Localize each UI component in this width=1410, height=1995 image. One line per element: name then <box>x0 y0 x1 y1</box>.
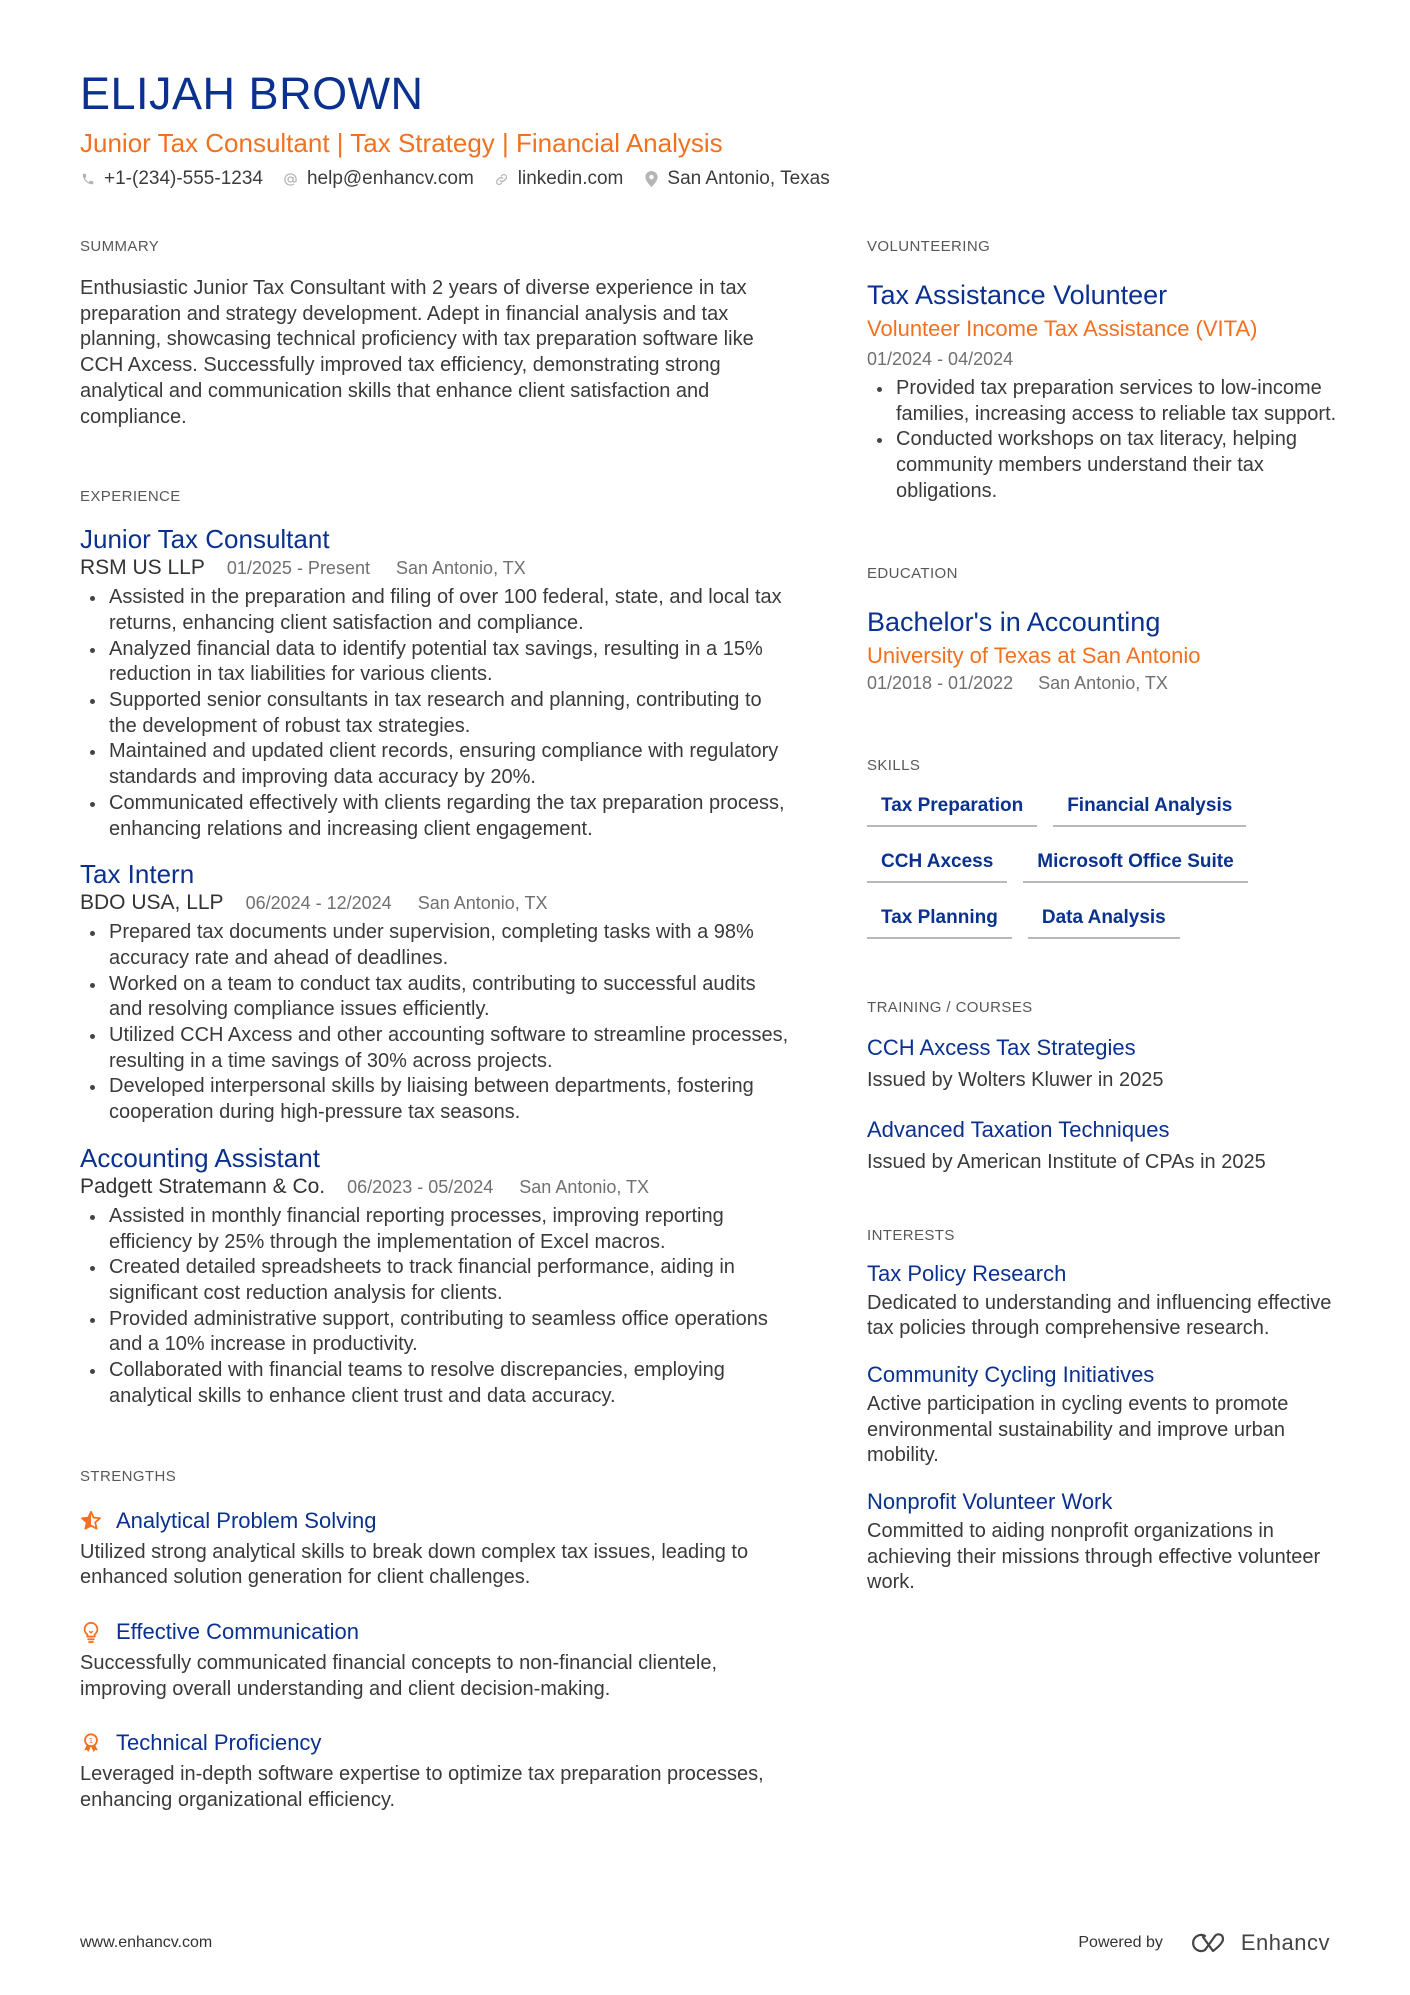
contact-bar <box>80 166 1330 192</box>
strength-description: Leveraged in-depth software expertise to optimize tax preparation processes, enhancing organizational efficiency. <box>80 1763 764 1812</box>
interests-section <box>867 1227 1337 1597</box>
job-company: RSM US LLP <box>80 556 205 580</box>
strength-item <box>80 1728 790 1813</box>
job-title: Accounting Assistant <box>80 1142 320 1173</box>
bullet-item: Provided administrative support, contributing to seamless office operations and a 10% increase in productivity. <box>80 1307 790 1358</box>
job-meta <box>80 890 790 916</box>
bullet-item: Provided tax preparation services to low-income families, increasing access to reliable tax support. <box>867 376 1337 427</box>
bullet-item: Maintained and updated client records, ensuring compliance with regulatory standards and improving data accuracy by 20%. <box>80 739 790 790</box>
job-title: Junior Tax Consultant <box>80 524 330 555</box>
powered-by-label: Powered by <box>1078 1934 1163 1951</box>
page-footer <box>80 1930 1330 1956</box>
education-meta <box>867 671 1337 695</box>
bullet-item: Utilized CCH Axcess and other accounting software to streamline processes, resulting in a time savings of 30% across projects. <box>80 1023 790 1074</box>
strength-item <box>80 1506 790 1591</box>
skills-section <box>867 757 1337 957</box>
skill-tag: Tax Planning <box>867 901 1012 939</box>
star-half-icon <box>80 1510 102 1532</box>
contact-phone <box>80 166 263 192</box>
job-bullets <box>80 1204 790 1410</box>
job-location: San Antonio, TX <box>519 1176 650 1197</box>
volunteer-dates: 01/2024 - 04/2024 <box>867 349 1014 369</box>
summary-section <box>80 238 790 430</box>
school-name: University of Texas at San Antonio <box>867 642 1201 668</box>
strength-title: Analytical Problem Solving <box>116 1507 377 1533</box>
contact-location-text: San Antonio, Texas <box>667 168 830 189</box>
job-meta <box>80 1174 790 1200</box>
left-column <box>80 238 790 1814</box>
strength-title: Technical Proficiency <box>116 1730 322 1756</box>
enhancv-logo-icon <box>1189 1931 1233 1955</box>
section-label-volunteering: VOLUNTEERING <box>867 238 991 255</box>
strength-description: Successfully communicated financial concepts to non-financial clientele, improving overall understanding and client decision-making. <box>80 1651 718 1700</box>
medal-icon <box>80 1732 102 1754</box>
experience-section <box>80 488 790 1409</box>
link-icon <box>494 171 510 187</box>
job-dates: 06/2023 - 05/2024 <box>347 1176 494 1197</box>
strengths-section <box>80 1468 790 1814</box>
strength-item <box>80 1617 790 1702</box>
interest-description: Active participation in cycling events to promote environmental sustainability and improve urban mobility. <box>867 1392 1289 1467</box>
bullet-item: Conducted workshops on tax literacy, helping community members understand their tax obligations. <box>867 427 1337 504</box>
education-location: San Antonio, TX <box>1038 672 1168 693</box>
contact-phone-text: +1-(234)-555-1234 <box>104 168 263 189</box>
skill-tag: Microsoft Office Suite <box>1023 845 1247 883</box>
interest-item <box>867 1360 1337 1469</box>
job-entry <box>80 523 790 842</box>
section-label-experience: EXPERIENCE <box>80 488 181 506</box>
contact-location <box>643 166 829 192</box>
course-item <box>867 1115 1337 1177</box>
skill-tag: Tax Preparation <box>867 789 1037 827</box>
job-location: San Antonio, TX <box>395 558 526 579</box>
volunteer-organization: Volunteer Income Tax Assistance (VITA) <box>867 316 1258 341</box>
bullet-item: Prepared tax documents under supervision, completing tasks with a 98% accuracy rate and ahead of deadlines. <box>80 920 790 971</box>
skill-tag: CCH Axcess <box>867 845 1007 883</box>
powered-by <box>1078 1930 1330 1956</box>
volunteering-section <box>867 238 1337 505</box>
degree-title: Bachelor's in Accounting <box>867 606 1161 637</box>
enhancv-logo[interactable] <box>1189 1930 1330 1956</box>
training-section <box>867 999 1337 1177</box>
at-icon <box>283 171 299 187</box>
education-dates: 01/2018 - 01/2022 <box>867 672 1014 693</box>
job-entry <box>80 1142 790 1410</box>
bullet-item: Supported senior consultants in tax research and planning, contributing to the development of robust tax strategies. <box>80 688 790 739</box>
strength-title: Effective Communication <box>116 1618 359 1644</box>
section-label-summary: SUMMARY <box>80 238 160 255</box>
bullet-item: Communicated effectively with clients regarding the tax preparation process, enhancing relations and increasing client engagement. <box>80 791 790 842</box>
section-label-interests: INTERESTS <box>867 1226 955 1244</box>
summary-text: Enthusiastic Junior Tax Consultant with 2 years of diverse experience in tax preparation and strategy development. Adept in financial analysis and tax planning, showcasing technical proficiency with tax preparation software like CCH Axcess. Successfully improved tax efficiency, demonstrating strong analytical and communication skills that enhance client satisfaction and compliance. <box>80 277 754 428</box>
education-section <box>867 565 1337 695</box>
phone-icon <box>80 171 96 187</box>
right-column <box>867 238 1337 1596</box>
job-bullets <box>80 585 790 842</box>
section-label-strengths: STRENGTHS <box>80 1467 177 1485</box>
bullet-item: Created detailed spreadsheets to track financial performance, aiding in significant cost reduction analysis for clients. <box>80 1255 790 1306</box>
interest-description: Dedicated to understanding and influencing effective tax policies through comprehensive research. <box>867 1291 1332 1340</box>
section-label-education: EDUCATION <box>867 564 958 582</box>
job-company: BDO USA, LLP <box>80 891 224 915</box>
bullet-item: Assisted in the preparation and filing of over 100 federal, state, and local tax returns, enhancing client satisfaction and compliance. <box>80 585 790 636</box>
resume-header <box>80 66 1330 192</box>
bullet-item: Analyzed financial data to identify potential tax savings, resulting in a 15% reduction in tax liabilities for various clients. <box>80 637 790 688</box>
contact-linkedin-text[interactable]: linkedin.com <box>517 168 624 189</box>
footer-website-link[interactable]: www.enhancv.com <box>80 1934 213 1951</box>
bullet-item: Worked on a team to conduct tax audits, contributing to successful audits and resolving compliance issues efficiently. <box>80 972 790 1023</box>
course-issuer: Issued by American Institute of CPAs in 2025 <box>867 1150 1266 1173</box>
job-meta <box>80 555 790 581</box>
interest-title: Nonprofit Volunteer Work <box>867 1489 1113 1515</box>
job-location: San Antonio, TX <box>417 893 548 914</box>
job-company: Padgett Stratemann & Co. <box>80 1174 326 1198</box>
job-title: Tax Intern <box>80 859 195 890</box>
section-label-training: TRAINING / COURSES <box>867 998 1033 1016</box>
contact-linkedin[interactable] <box>494 166 624 192</box>
interest-item <box>867 1259 1337 1342</box>
course-issuer: Issued by Wolters Kluwer in 2025 <box>867 1068 1164 1091</box>
enhancv-brand-text: Enhancv <box>1240 1930 1330 1955</box>
skill-tag: Data Analysis <box>1028 901 1180 939</box>
course-title: CCH Axcess Tax Strategies <box>867 1034 1136 1060</box>
course-item <box>867 1033 1337 1095</box>
contact-email[interactable] <box>283 166 474 192</box>
candidate-name: ELIJAH BROWN <box>80 68 424 119</box>
lightbulb-icon <box>80 1621 102 1643</box>
job-dates: 01/2025 - Present <box>226 558 370 579</box>
interest-title: Community Cycling Initiatives <box>867 1361 1155 1387</box>
interest-description: Committed to aiding nonprofit organizations in achieving their missions through effective volunteer work. <box>867 1520 1321 1594</box>
bullet-item: Assisted in monthly financial reporting processes, improving reporting efficiency by 25% through the implementation of Excel macros. <box>80 1204 790 1255</box>
strength-description: Utilized strong analytical skills to break down complex tax issues, leading to enhanced solution generation for client challenges. <box>80 1540 749 1589</box>
candidate-headline: Junior Tax Consultant | Tax Strategy | Financial Analysis <box>80 128 723 158</box>
location-pin-icon <box>643 171 659 187</box>
volunteer-bullets <box>867 376 1337 505</box>
job-dates: 06/2024 - 12/2024 <box>245 893 392 914</box>
interest-item <box>867 1487 1337 1596</box>
skills-list <box>867 789 1327 957</box>
course-title: Advanced Taxation Techniques <box>867 1116 1170 1142</box>
svg-text:1: 1 <box>88 1736 94 1746</box>
interest-title: Tax Policy Research <box>867 1260 1067 1286</box>
skill-tag: Financial Analysis <box>1053 789 1246 827</box>
job-entry <box>80 858 790 1126</box>
bullet-item: Developed interpersonal skills by liaising between departments, fostering cooperation during high-pressure tax seasons. <box>80 1074 790 1125</box>
job-bullets <box>80 920 790 1126</box>
volunteer-role: Tax Assistance Volunteer <box>867 280 1168 310</box>
bullet-item: Collaborated with financial teams to resolve discrepancies, employing analytical skills to enhance client trust and data accuracy. <box>80 1358 790 1409</box>
section-label-skills: SKILLS <box>867 756 921 774</box>
contact-email-text[interactable]: help@enhancv.com <box>306 168 474 189</box>
